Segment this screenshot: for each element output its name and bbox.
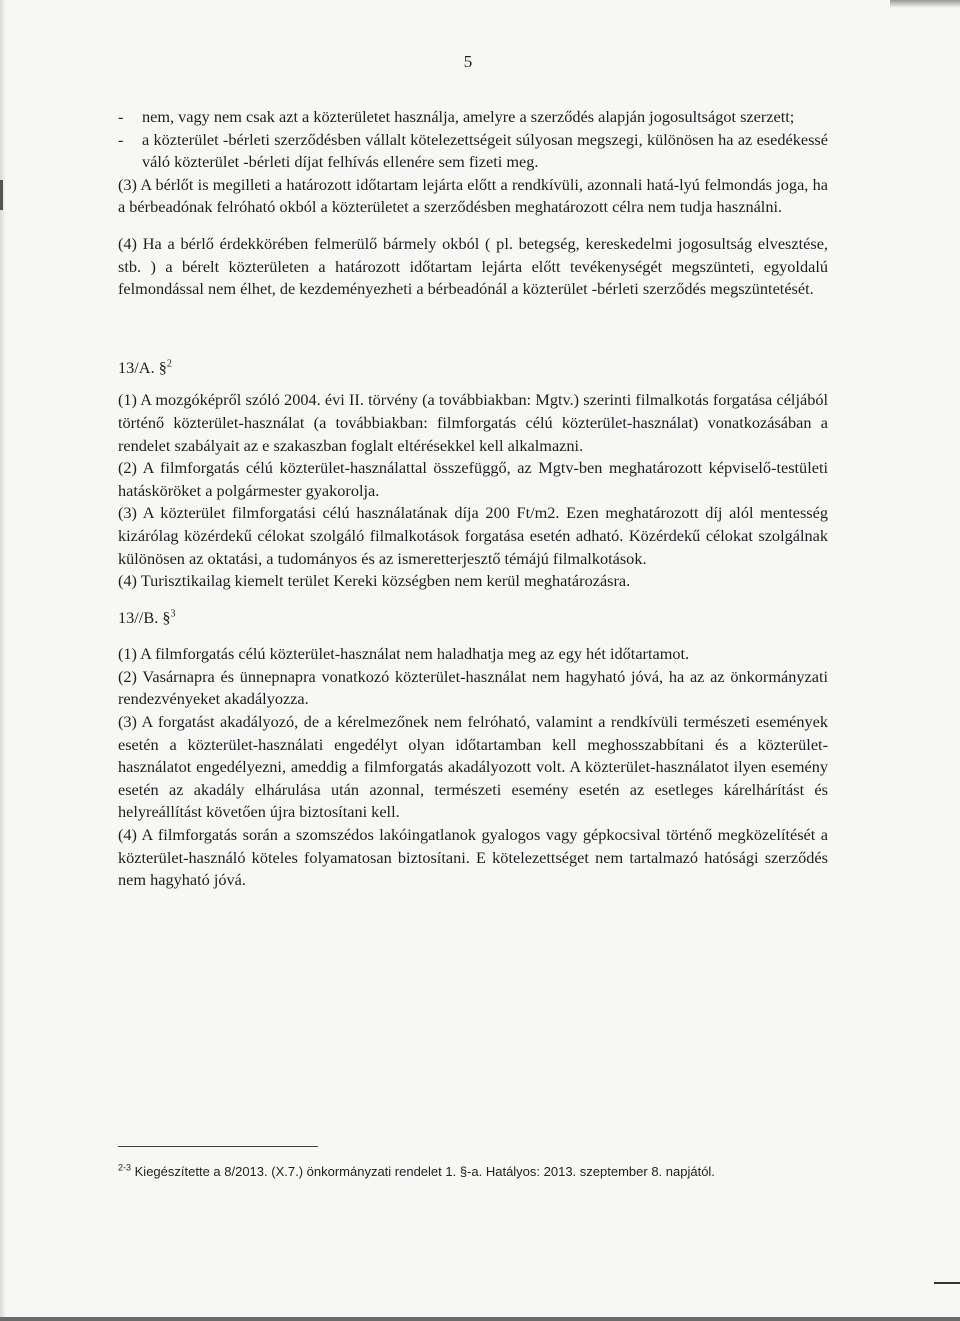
footnote	[118, 1163, 838, 1181]
paragraph-13a-2: (2) A filmforgatás célú közterület-használattal összefüggő, az Mgtv-ben meghatározott képviselő-testületi hatásköröket a polgármester gyakorolja.	[118, 458, 828, 500]
dash-bullet-icon: -	[118, 107, 124, 126]
bullet-item	[118, 106, 828, 129]
section-heading-13b	[118, 607, 828, 630]
scan-shadow-top-right	[890, 0, 960, 8]
scan-mark-left	[0, 180, 3, 210]
paragraph-13a-1: (1) A mozgóképről szóló 2004. évi II. törvény (a továbbiakban: Mgtv.) szerinti filmalkotás forgatása céljából történő közterület-használat (a továbbiakban: filmforgatás célú közterület-használat) vonatkozásában a rendelet szabályait az e szakaszban foglalt eltérésekkel kell alkalmazni.	[118, 390, 828, 455]
section-heading-13a	[118, 357, 828, 380]
section-title: 13//B. §	[118, 607, 171, 627]
bullet-item	[118, 129, 828, 174]
section-title: 13/A. §	[118, 357, 167, 377]
paragraph-13b-1: (1) A filmforgatás célú közterület-használat nem haladhatja meg az egy hét időtartamot.	[118, 644, 690, 664]
paragraph-13-4: (4) Ha a bérlő érdekkörében felmerülő bármely okból ( pl. betegség, kereskedelmi jogosultság elvesztése, stb. ) a bérelt közterületen a határozott időtartam lejárta előtt tevékenységét megszünteti, egyoldalú felmondással nem élhet, de kezdeményezheti a bérbeadónál a közterület -bérleti szerződés megszüntetését.	[118, 233, 828, 299]
footnote-separator	[118, 1146, 318, 1147]
scan-mark-right	[934, 1282, 960, 1284]
paragraph-13-3: (3) A bérlőt is megilleti a határozott időtartam lejárta előtt a rendkívüli, azonnali hatá-lyú felmondás joga, ha a bérbeadónak felróható okból a közterületet a szerződésben meghatározott célra nem tudja használni.	[118, 174, 828, 217]
paragraph-13b-4: (4) A filmforgatás során a szomszédos lakóingatlanok gyalogos vagy gépkocsival történő megközelítését a közterület-használó köteles folyamatosan biztosítani. E kötelezettséget nem tartalmazó hatósági szerződés nem hagyható jóvá.	[118, 825, 828, 890]
page-number: 5	[463, 52, 473, 71]
paragraph-13a-4: (4) Turisztikailag kiemelt terület Kereki községben nem kerül meghatározásra.	[118, 571, 631, 591]
bullet-text: nem, vagy nem csak azt a közterületet használja, amelyre a szerződés alapján jogosultságot szerzett;	[142, 107, 795, 126]
footnote-mark: 2-3	[118, 1162, 132, 1173]
paragraph-13b-3: (3) A forgatást akadályozó, de a kérelmezőnek nem felróható, valamint a rendkívüli természeti események esetén a közterület-használati engedélyt olyan időtartamban kell meghosszabbítani és a közterület-használatot engedélyezni, ameddig a filmforgatás akadályozott volt. A közterület-használatot ilyen esemény esetén az akadály elhárulása után azonnal, természeti esemény esetén az esetleges kárelhárítást és helyreállítást követően újra biztosítani kell.	[118, 712, 828, 822]
paragraph-13a-3: (3) A közterület filmforgatási célú használatának díja 200 Ft/m2. Ezen meghatározott díj alól mentesség kizárólag közérdekű célokat szolgáló filmalkotások forgatása esetén adható. Közérdekű célokat szolgálnak különösen az oktatási, a tudományos és az ismeretterjesztő témájú filmalkotások.	[118, 503, 828, 568]
paragraph-13b-2: (2) Vasárnapra és ünnepnapra vonatkozó közterület-használat nem hagyható jóvá, ha az az önkormányzati rendezvényeket akadályozza.	[118, 666, 828, 709]
footnote-text: Kiegészítette a 8/2013. (X.7.) önkormányzati rendelet 1. §-a. Hatályos: 2013. szeptember 8. napjától.	[134, 1164, 715, 1179]
dash-bullet-icon: -	[118, 129, 124, 149]
footnote-reference: 3	[170, 608, 176, 620]
document-body	[118, 106, 828, 892]
bullet-text: a közterület -bérleti szerződésben vállalt kötelezettségeit súlyosan megszegi, különösen ha az esedékessé váló közterület -bérleti díjat felhívás ellenére sem fizeti meg.	[142, 129, 828, 172]
footnote-reference: 2	[166, 358, 172, 370]
scan-shadow-bottom	[0, 1317, 960, 1321]
